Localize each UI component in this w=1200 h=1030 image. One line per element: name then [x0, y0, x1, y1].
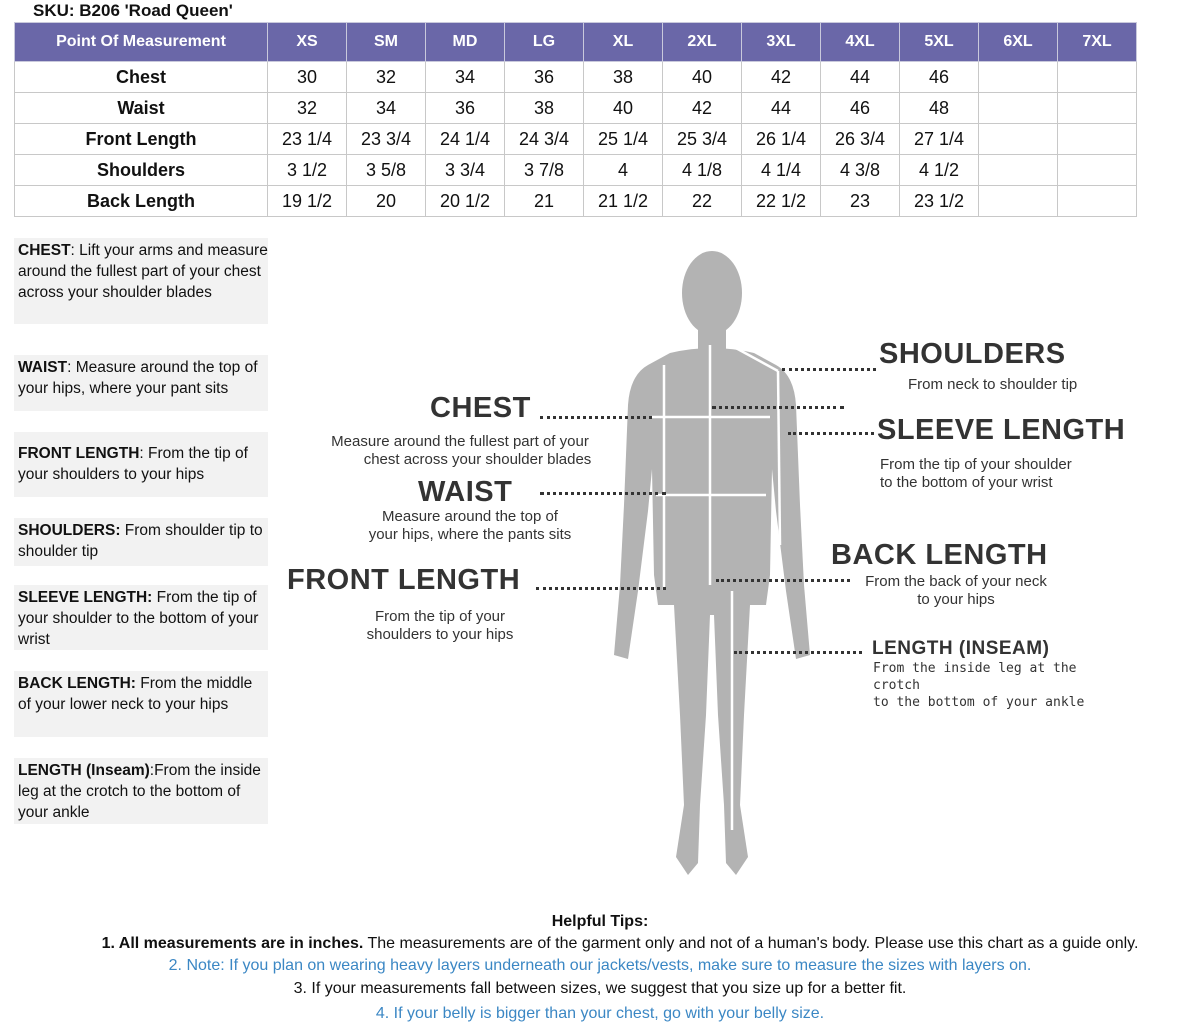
- table-cell: 4 1/4: [742, 155, 821, 186]
- tip-3: 3. If your measurements fall between sizes, we suggest that you size up for a better fit.: [293, 980, 907, 997]
- guide-text: From the tip of your shoulder to the bottom of your wrist: [18, 589, 259, 648]
- chest-title: CHEST: [430, 392, 531, 424]
- table-row: [15, 155, 1137, 186]
- shoulders-pointer: [782, 368, 876, 371]
- table-cell: 38: [584, 62, 663, 93]
- tip-1-bold: 1. All measurements are in inches.: [101, 935, 364, 952]
- table-cell: 20: [347, 186, 426, 217]
- table-cell: 21: [505, 186, 584, 217]
- header-size: LG: [505, 23, 584, 62]
- table-cell: 30: [268, 62, 347, 93]
- guide-term: SHOULDERS:: [18, 522, 121, 539]
- table-cell: [1058, 124, 1137, 155]
- chest-description: [320, 433, 600, 469]
- table-cell: 21 1/2: [584, 186, 663, 217]
- table-cell: 4 1/8: [663, 155, 742, 186]
- header-size: XL: [584, 23, 663, 62]
- desc-line: chest across your shoulder blades: [363, 451, 592, 468]
- table-cell: 4: [584, 155, 663, 186]
- guide-term: SLEEVE LENGTH:: [18, 589, 153, 606]
- table-cell: 4 3/8: [821, 155, 900, 186]
- guide-inseam: [14, 758, 268, 824]
- table-cell: 4 1/2: [900, 155, 979, 186]
- shoulders-description: [908, 376, 1108, 394]
- tip-1: [20, 935, 1200, 953]
- table-cell: [1058, 62, 1137, 93]
- header-size: 6XL: [979, 23, 1058, 62]
- helpful-tips-title: Helpful Tips:: [551, 913, 649, 930]
- guide-shoulders: [14, 518, 268, 566]
- table-cell: 26 1/4: [742, 124, 821, 155]
- inseam-title: LENGTH (INSEAM): [872, 638, 1050, 659]
- header-size: 3XL: [742, 23, 821, 62]
- guide-text: From shoulder tip to shoulder tip: [18, 522, 263, 560]
- front-length-title: FRONT LENGTH: [287, 564, 521, 596]
- guide-term: BACK LENGTH:: [18, 675, 136, 692]
- header-size: 7XL: [1058, 23, 1137, 62]
- desc-line: shoulders to your hips: [366, 626, 514, 643]
- table-cell: 23 1/2: [900, 186, 979, 217]
- row-label: Chest: [15, 62, 268, 93]
- table-cell: 23 1/4: [268, 124, 347, 155]
- header-point-of-measurement: Point Of Measurement: [15, 23, 268, 62]
- table-cell: 22 1/2: [742, 186, 821, 217]
- table-cell: 19 1/2: [268, 186, 347, 217]
- table-cell: 24 1/4: [426, 124, 505, 155]
- back-length-description: [856, 573, 1056, 609]
- table-cell: 24 3/4: [505, 124, 584, 155]
- table-cell: [979, 186, 1058, 217]
- table-cell: 3 7/8: [505, 155, 584, 186]
- table-cell: 3 1/2: [268, 155, 347, 186]
- tip-1-text: The measurements are of the garment only and not of a human's body. Please use this chart as a guide only.: [363, 935, 1139, 952]
- inseam-description: [873, 660, 1103, 711]
- inseam-pointer: [734, 651, 862, 654]
- table-cell: [979, 155, 1058, 186]
- tip-2: 2. Note: If you plan on wearing heavy layers underneath our jackets/vests, make sure to measure the sizes with layers on.: [168, 957, 1032, 974]
- header-size: 5XL: [900, 23, 979, 62]
- chest-pointer: [540, 416, 652, 419]
- table-row: [15, 93, 1137, 124]
- desc-line: From the inside leg at the crotch: [873, 661, 1077, 693]
- desc-line: Measure around the top of: [382, 508, 558, 525]
- table-cell: 34: [426, 62, 505, 93]
- table-row: [15, 124, 1137, 155]
- front-length-pointer: [536, 587, 666, 590]
- desc-line: to your hips: [917, 591, 995, 608]
- table-cell: 44: [742, 93, 821, 124]
- table-cell: [979, 62, 1058, 93]
- table-row: [15, 186, 1137, 217]
- row-label: Back Length: [15, 186, 268, 217]
- header-size: XS: [268, 23, 347, 62]
- table-cell: 3 5/8: [347, 155, 426, 186]
- table-cell: 23: [821, 186, 900, 217]
- guide-sleeve-length: [14, 585, 268, 650]
- guide-chest: [14, 238, 268, 324]
- table-cell: 25 1/4: [584, 124, 663, 155]
- guide-term: LENGTH (Inseam): [18, 762, 150, 779]
- table-cell: 42: [663, 93, 742, 124]
- sku-title: SKU: B206 'Road Queen': [33, 1, 233, 20]
- table-cell: 25 3/4: [663, 124, 742, 155]
- desc-line: to the bottom of your wrist: [880, 474, 1053, 491]
- guide-back-length: [14, 671, 268, 737]
- table-cell: 46: [900, 62, 979, 93]
- table-cell: 42: [742, 62, 821, 93]
- table-cell: 20 1/2: [426, 186, 505, 217]
- back-length-title: BACK LENGTH: [831, 539, 1048, 571]
- table-cell: 3 3/4: [426, 155, 505, 186]
- table-row: [15, 62, 1137, 93]
- back-length-pointer: [716, 579, 850, 582]
- desc-line: From the tip of your shoulder: [880, 456, 1072, 473]
- table-cell: [1058, 186, 1137, 217]
- table-cell: 36: [505, 62, 584, 93]
- tip-4: 4. If your belly is bigger than your chest, go with your belly size.: [375, 1005, 825, 1022]
- guide-front-length: [14, 432, 268, 497]
- table-cell: [979, 124, 1058, 155]
- table-header-row: [15, 23, 1137, 62]
- guide-text: : Measure around the top of your hips, where your pant sits: [18, 359, 258, 397]
- desc-line: From the back of your neck: [865, 573, 1047, 590]
- table-cell: 32: [347, 62, 426, 93]
- table-cell: 38: [505, 93, 584, 124]
- table-cell: 40: [663, 62, 742, 93]
- body-silhouette-figure: [600, 245, 830, 885]
- table-cell: 32: [268, 93, 347, 124]
- sleeve-length-pointer: [788, 432, 874, 435]
- table-cell: 22: [663, 186, 742, 217]
- guide-waist: [14, 355, 268, 411]
- row-label: Waist: [15, 93, 268, 124]
- shoulders-title: SHOULDERS: [879, 338, 1066, 370]
- front-length-description: [330, 608, 550, 644]
- guide-text: : From the tip of your shoulders to your hips: [18, 445, 248, 483]
- waist-title: WAIST: [418, 476, 513, 508]
- table-cell: 26 3/4: [821, 124, 900, 155]
- table-cell: 40: [584, 93, 663, 124]
- table-cell: 44: [821, 62, 900, 93]
- guide-text: From the middle of your lower neck to your hips: [18, 675, 253, 713]
- sleeve-length-description: [880, 456, 1110, 492]
- table-cell: [979, 93, 1058, 124]
- guide-text: : Lift your arms and measure around the fullest part of your chest across your shoulder blades: [18, 242, 268, 301]
- header-size: MD: [426, 23, 505, 62]
- table-cell: 23 3/4: [347, 124, 426, 155]
- header-size: 2XL: [663, 23, 742, 62]
- guide-text: :From the inside leg at the crotch to the bottom of your ankle: [18, 762, 261, 821]
- table-cell: 34: [347, 93, 426, 124]
- desc-line: From neck to shoulder tip: [908, 376, 1078, 393]
- table-cell: 36: [426, 93, 505, 124]
- silhouette-shape: [614, 251, 810, 875]
- table-cell: 48: [900, 93, 979, 124]
- row-label: Front Length: [15, 124, 268, 155]
- chest-pointer-right: [712, 406, 844, 409]
- row-label: Shoulders: [15, 155, 268, 186]
- desc-line: your hips, where the pants sits: [368, 526, 572, 543]
- desc-line: Measure around the fullest part of your: [331, 433, 589, 450]
- desc-line: to the bottom of your ankle: [873, 695, 1085, 710]
- table-cell: 46: [821, 93, 900, 124]
- sleeve-length-title: SLEEVE LENGTH: [877, 414, 1126, 446]
- table-cell: [1058, 93, 1137, 124]
- table-cell: [1058, 155, 1137, 186]
- header-size: 4XL: [821, 23, 900, 62]
- size-chart-table: [14, 22, 1137, 217]
- waist-description: [340, 508, 600, 544]
- guide-term: FRONT LENGTH: [18, 445, 140, 462]
- waist-pointer: [540, 492, 666, 495]
- guide-term: CHEST: [18, 242, 71, 259]
- desc-line: From the tip of your: [374, 608, 506, 625]
- header-size: SM: [347, 23, 426, 62]
- table-cell: 27 1/4: [900, 124, 979, 155]
- guide-term: WAIST: [18, 359, 68, 376]
